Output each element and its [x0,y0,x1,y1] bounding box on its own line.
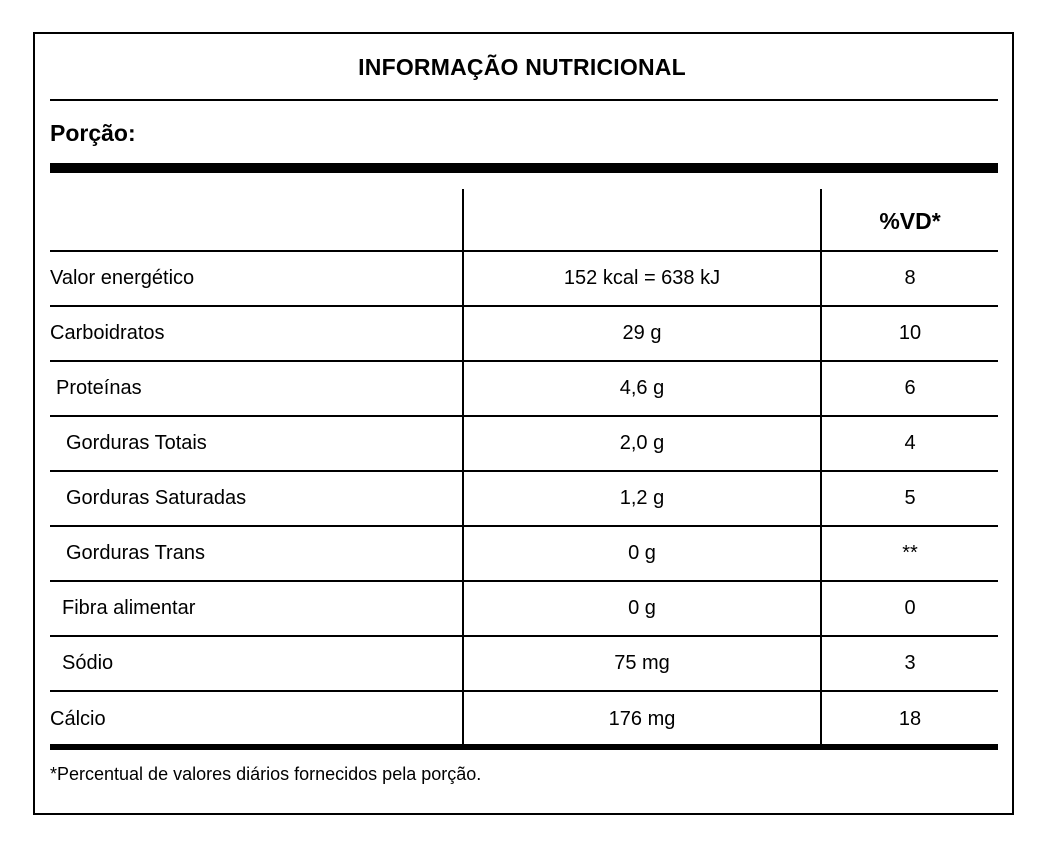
table-row [50,362,998,417]
nutrient-amount: 75 mg [464,637,822,690]
table-row [50,692,998,747]
nutrient-name: Valor energético [50,252,464,305]
table-row [50,472,998,527]
footnote: *Percentual de valores diários fornecidos pela porção. [50,764,482,784]
nutrient-dv: 6 [904,377,916,399]
nutrient-name: Proteínas [50,362,464,415]
table-header-row [50,189,998,252]
nutrient-amount: 4,6 g [464,362,822,415]
nutrient-name: Cálcio [50,692,464,747]
table-row [50,252,998,307]
nutrient-dv: 5 [904,487,916,509]
table-row [50,637,998,692]
header-nutrient-cell [50,189,464,250]
thick-divider [50,163,998,173]
nutrient-amount: 1,2 g [464,472,822,525]
nutrient-dv: 10 [898,322,922,344]
nutrient-name: Gorduras Saturadas [50,472,464,525]
nutrient-dv: 4 [904,432,916,454]
nutrient-name: Gorduras Trans [50,527,464,580]
nutrient-name: Carboidratos [50,307,464,360]
table-row [50,307,998,362]
nutrient-dv: 3 [904,652,916,674]
nutrient-dv: 0 [904,597,916,619]
nutrient-dv: ** [902,542,918,564]
header-amount-cell [464,189,822,250]
nutrient-name: Sódio [50,637,464,690]
nutrient-name: Gorduras Totais [50,417,464,470]
table-row [50,527,998,582]
nutrient-dv: 8 [904,267,916,289]
label-title: INFORMAÇÃO NUTRICIONAL [358,54,686,80]
nutrient-name: Fibra alimentar [50,582,464,635]
nutrient-amount: 0 g [464,582,822,635]
nutrient-dv: 18 [898,708,922,730]
nutrient-amount: 2,0 g [464,417,822,470]
portion-label: Porção: [50,120,136,146]
nutrient-amount: 176 mg [464,692,822,747]
title-divider [50,99,998,101]
header-dv-cell: %VD* [879,208,941,234]
table-row [50,582,998,637]
nutrient-amount: 152 kcal = 638 kJ [464,252,822,305]
bottom-divider [50,744,998,750]
nutrient-amount: 0 g [464,527,822,580]
nutrient-amount: 29 g [464,307,822,360]
table-row [50,417,998,472]
nutrition-table [50,189,998,747]
